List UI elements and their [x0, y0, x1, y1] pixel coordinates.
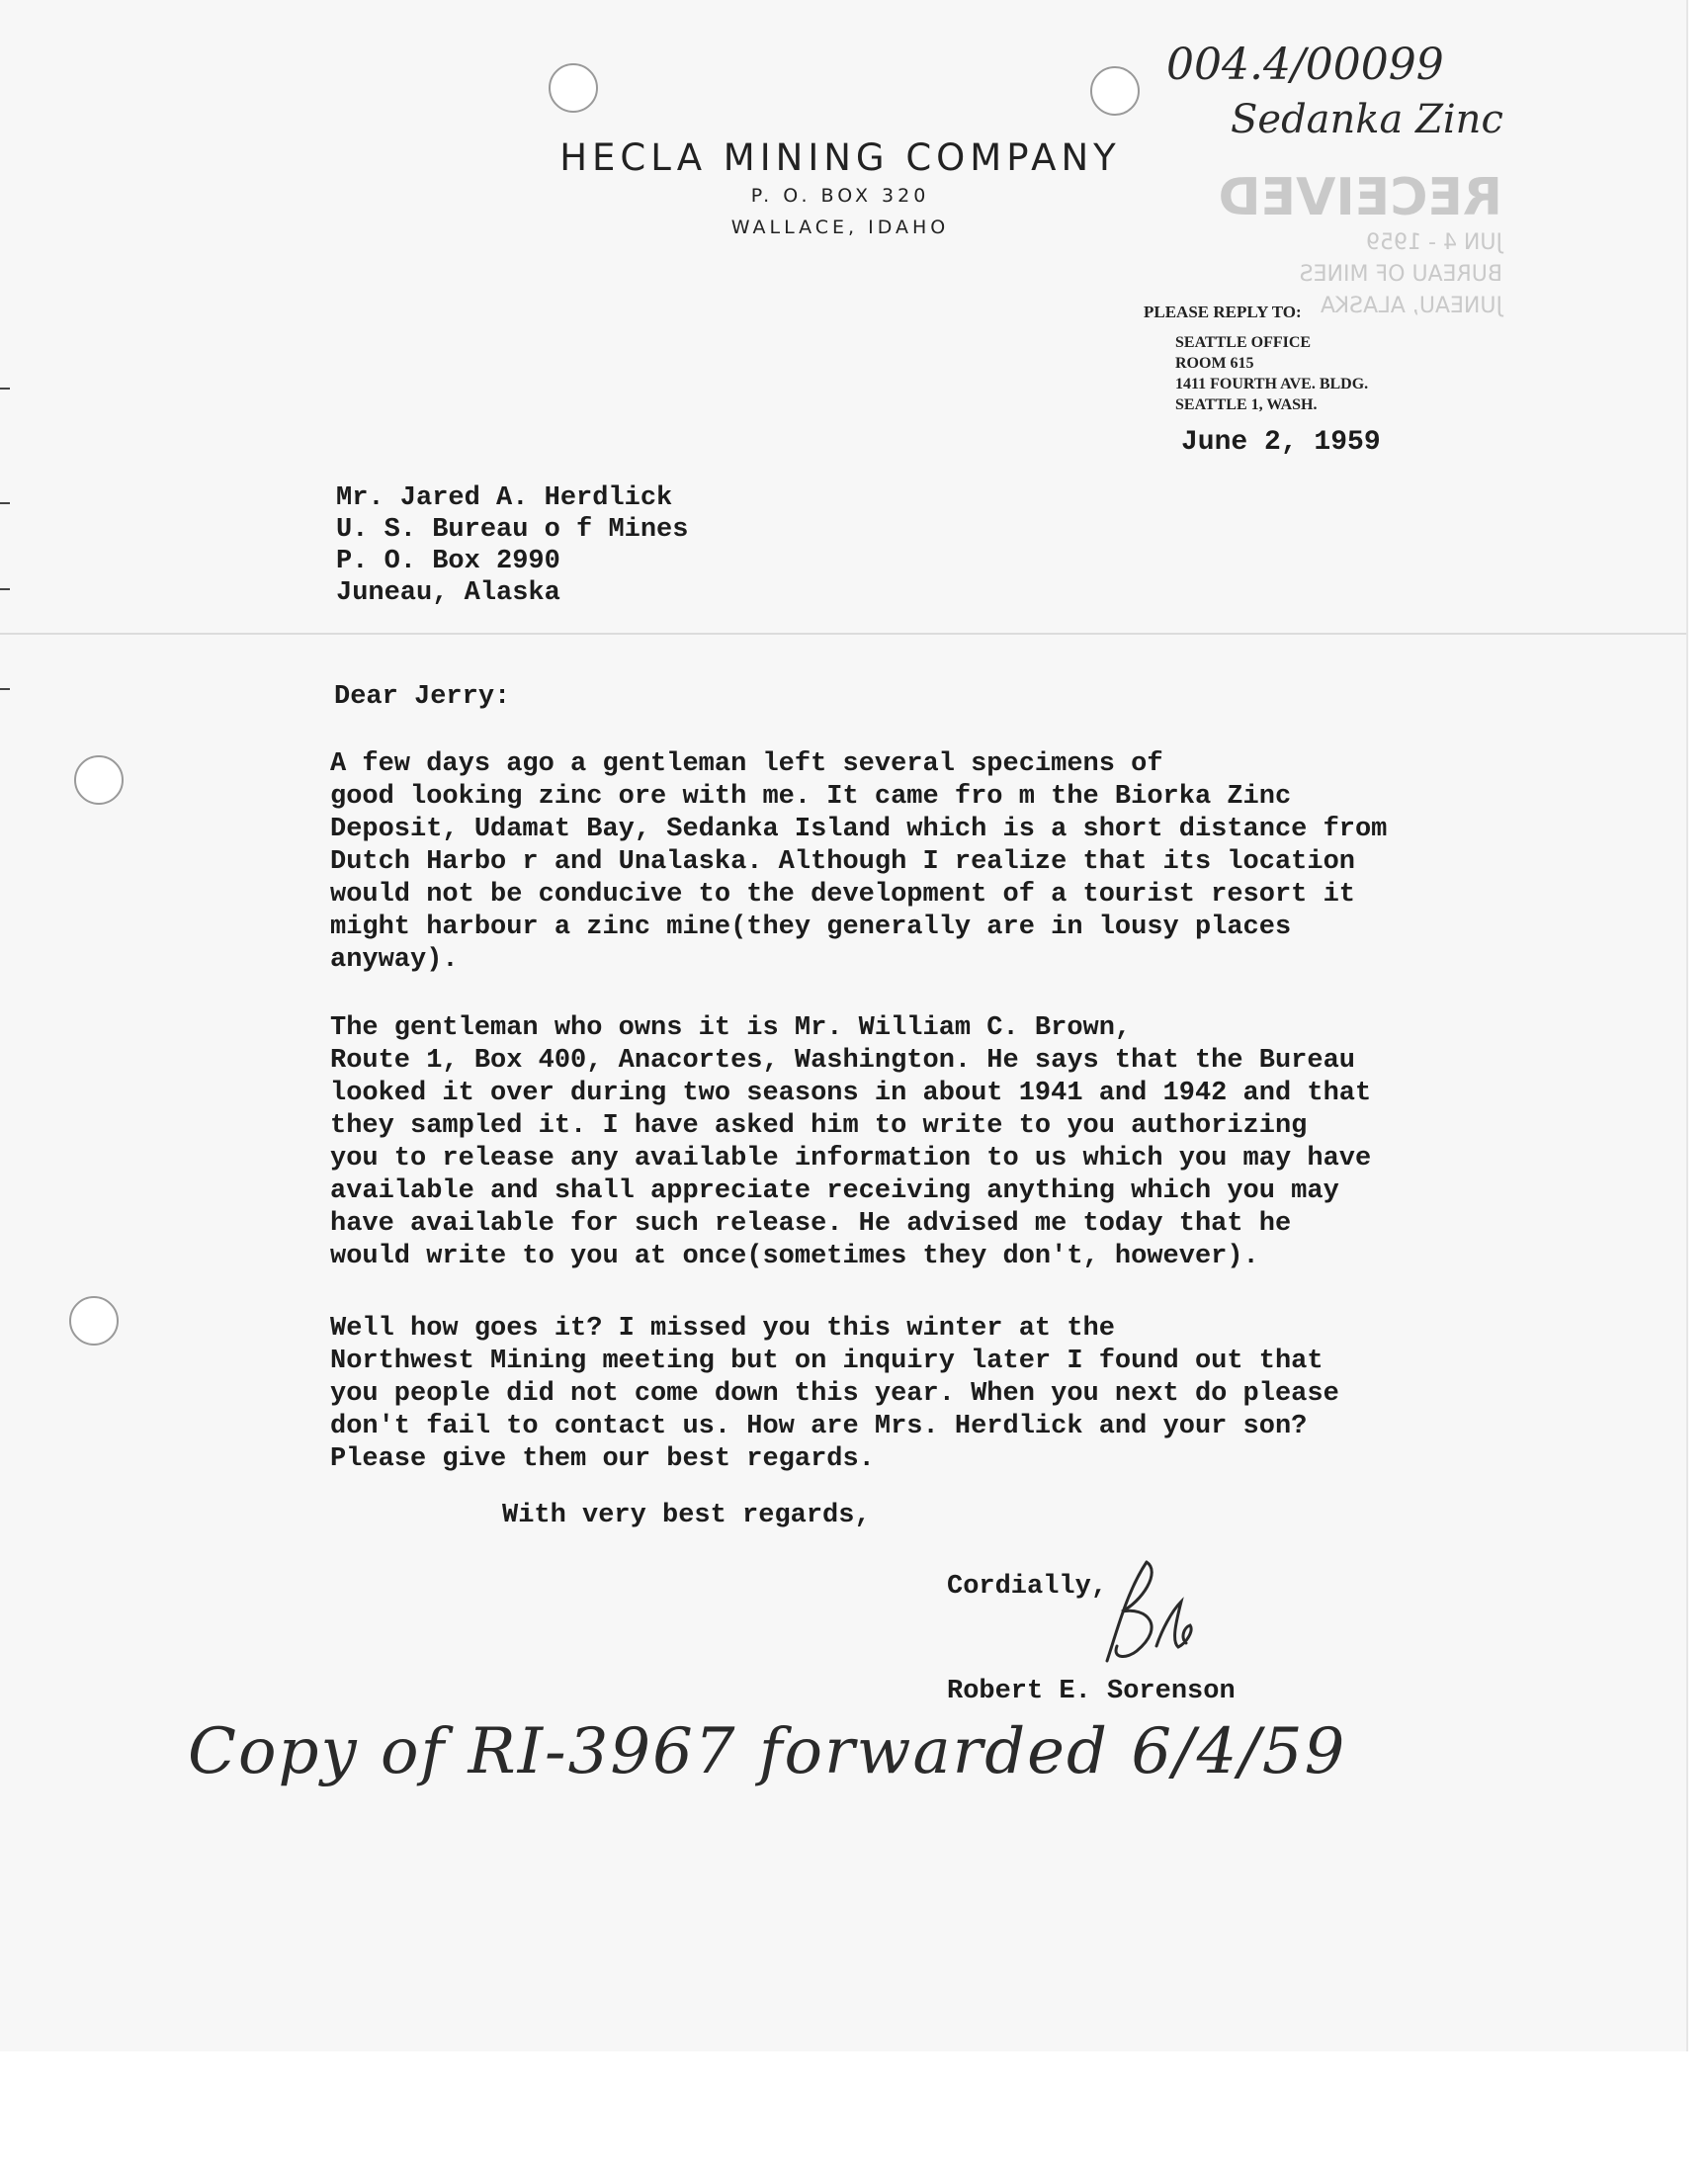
letter-date: June 2, 1959 [1181, 427, 1381, 458]
body-paragraph: The gentleman who owns it is Mr. William C. Brown, Route 1, Box 400, Anacortes, Washington. He says that the Bureau looked it over during two seasons in about 1941 and 1942 and that they sampled it. I have asked him to write to you authorizing you to release any available information to us which you may have available and shall appreciate receiving anything which you may have available for such release. He advised me today that he would write to you at once(sometimes they don't, however). [330, 1013, 1372, 1271]
body-paragraph: Well how goes it? I missed you this winter at the Northwest Mining meeting but on inquiry later I found out that you people did not come down this year. When you next do please don't fail to contact us. How are Mrs. Herdlick and your son? Please give them our best regards. [330, 1314, 1339, 1474]
stamp-date: JUN 4 - 1959 [1366, 230, 1502, 255]
address-line: Juneau, Alaska [336, 578, 560, 608]
address-line: Mr. Jared A. Herdlick [336, 483, 673, 513]
company-city: WALLACE, IDAHO [730, 217, 950, 238]
file-number-annotation: 004.4/00099 [1166, 40, 1444, 90]
complimentary-close: Cordially, [947, 1572, 1108, 1602]
reply-to-line: ROOM 615 [1175, 355, 1254, 372]
closing-line: With very best regards, [502, 1501, 871, 1530]
handwritten-signature [1087, 1552, 1245, 1681]
punch-hole [1090, 66, 1140, 116]
letterhead [474, 136, 1206, 243]
reply-to-block [1144, 301, 1368, 415]
recipient-address [336, 482, 688, 609]
address-line: U. S. Bureau o f Mines [336, 515, 689, 545]
salutation: Dear Jerry: [334, 682, 511, 712]
margin-mark [0, 388, 10, 390]
stamp-line: BUREAU OF MINES [1299, 262, 1502, 287]
margin-mark [0, 588, 10, 590]
address-line: P. O. Box 2990 [336, 547, 560, 576]
company-po-box: P. O. BOX 320 [750, 185, 930, 207]
reply-to-line: SEATTLE OFFICE [1175, 334, 1312, 351]
fold-line [0, 633, 1686, 635]
body-paragraph: A few days ago a gentleman left several specimens of good looking zinc ore with me. It came fro m the Biorka Zinc Deposit, Udamat Bay, Sedanka Island which is a short distance from Dutch Harbo r and Unalaska. Although I realize that its location would not be conducive to the development of a tourist resort it might harbour a zinc mine(they generally are in lousy places anyway). [330, 749, 1388, 975]
punch-hole [549, 63, 598, 113]
margin-mark [0, 688, 10, 690]
signer-name: Robert E. Sorenson [947, 1677, 1236, 1706]
stamp-line: JUNEAU, ALASKA [1320, 294, 1502, 318]
stamp-title: RECEIVED [1218, 168, 1502, 227]
reply-to-line: 1411 FOURTH AVE. BLDG. [1175, 376, 1369, 392]
reply-to-line: SEATTLE 1, WASH. [1175, 396, 1318, 413]
punch-hole [74, 755, 124, 805]
punch-hole [69, 1296, 119, 1346]
company-name: HECLA MINING COMPANY [559, 136, 1121, 179]
handwritten-note: Copy of RI-3967 forwarded 6/4/59 [188, 1715, 1347, 1788]
subject-annotation: Sedanka Zinc [1231, 97, 1503, 142]
reply-to-heading: PLEASE REPLY TO: [1144, 303, 1302, 321]
margin-mark [0, 502, 10, 504]
